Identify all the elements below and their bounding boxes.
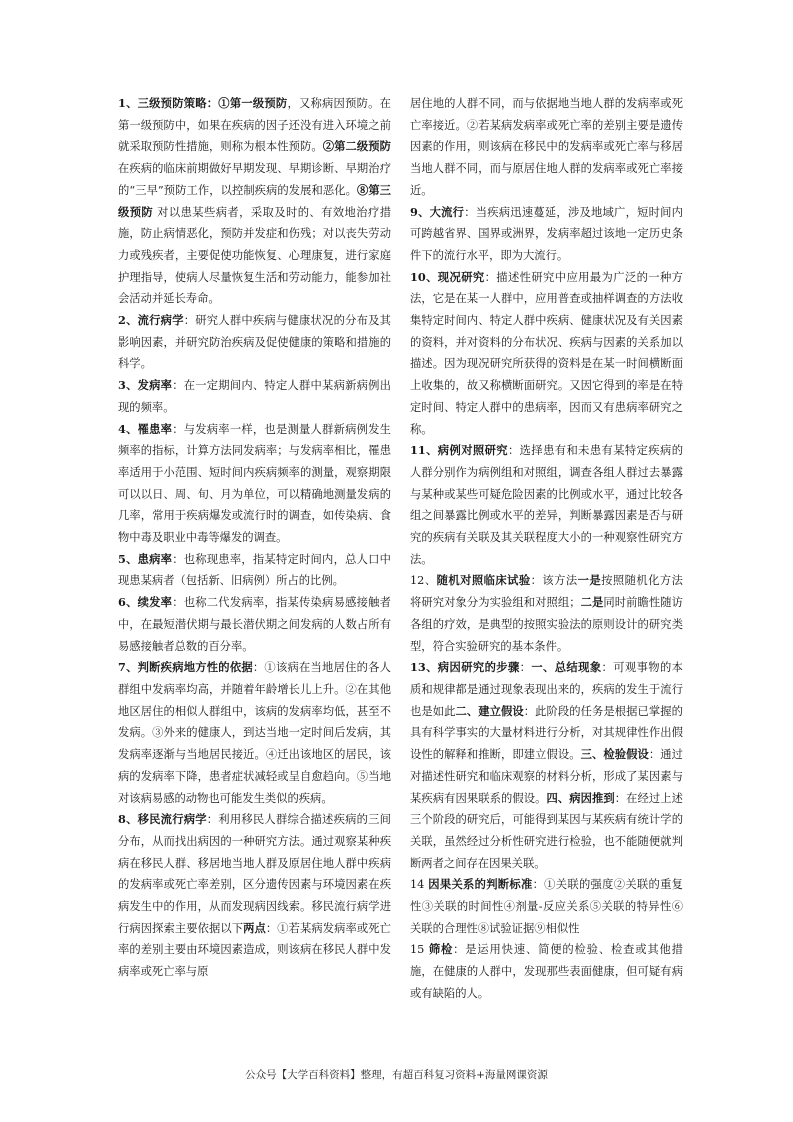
paragraph-p7 [118,657,391,809]
term-label: 13、病因研究的步骤 [410,660,520,675]
paragraph-p1 [118,93,391,310]
paragraph-p8c [410,93,683,202]
left-column [118,93,391,983]
body-text: ：也称现患率，指某特定时间内，总人口中现患某病者（包括新、旧病例）所占的比例。 [118,552,391,588]
body-text: ：也称二代发病率，指某传染病易感接触者中，在最短潜伏期与最长潜伏期之间发病的人数占所有易感接触者总数的百分率。 [118,596,391,653]
body-text: 12、 [410,574,437,588]
body-text: 同时前瞻性随访各组的疗效，是典型的按照实验法的原则设计的研究类型，符合实验研究的基本条件。 [410,596,683,653]
body-text: ：可观事物的本质和规律都是通过现象表现出来的，疾病的发生于流行也是如此 [410,661,683,718]
term-label: 2、流行病学 [118,313,184,328]
body-text: ：描述性研究中应用最为广泛的一种方法，它是在某一人群中，应用普查或抽样调查的方法收集特定时间内、特定人群中疾病、健康状况及有关因素的资料，并对资料的分布状况、疾病与因素的关系加以描述。因为现况研究所获得的资料是在某一时间横断面上收集的，故又称横断面研究。又因它得到的率是在特定时间、特定人群中的患病率，因而又有患病率研究之称。 [410,270,683,436]
term-label: 10、现况研究 [410,269,485,284]
body-text: 在疾病的临床前期做好早期发现、早期诊断、早期治疗的“三早”预防工作，以控制疾病的发展和恶化。 [118,162,391,197]
term-label: 3、发病率 [118,378,173,393]
paragraph-p14 [410,874,683,939]
body-text: ：在一定期间内、特定人群中某病新病例出现的频率。 [118,379,391,414]
body-text: ：①若某病发病率或死亡率的差别主要由环境因素造成，则该病在移民人群中发病率或死亡率与原 [118,921,391,979]
term-label: 11、病例对照研究 [410,443,508,458]
body-text: 居住地的人群不同，而与依据地当地人群的发病率或死亡率接近。②若某病发病率或死亡率的差别主要是遗传因素的作用，则该病在移民中的发病率或死亡率与移居当地人群不同，而与原居住地人群的发病率或死亡率接近。 [410,97,683,197]
body-text: ：①关联的强度②关联的重复性③关联的时间性④剂量-反应关系⑤关联的特异性⑥关联的合理性⑧试验证据⑨相似性 [410,878,683,935]
body-text: 对以患某些病者，采取及时的、有效地治疗措施，防止病情恶化，预防并发症和伤残；对以丧失劳动力或残疾者，主要促使功能恢复、心理康复，进行家庭护理指导，使病人尽量恢复生活和劳动能力，能参加社会活动并延长寿命。 [118,205,391,306]
term-label: 8、移民流行病学 [118,812,207,827]
right-column [410,93,683,1005]
paragraph-p15 [410,939,683,1004]
body-text: ：在经过上述三个阶段的研究后，可能得到某因与某疾病有统计学的关联，虽然经过分析性研究进行检验，也不能随便就判断两者之间存在因果关联。 [410,791,683,870]
paragraph-p4 [118,419,391,549]
term-label: 三、检验假设 [580,747,649,762]
term-label: ①第一级预防 [218,96,288,110]
paragraph-p5 [118,549,391,592]
term-label: 4、罹患率 [118,421,173,436]
term-label: 一、总结现象 [531,660,602,675]
paragraph-p6 [118,592,391,657]
body-text: ：研究人群中疾病与健康状况的分布及其影响因素，并研究防治疾病及促使健康的策略和措施的科学。 [118,314,391,371]
page-footer: 公众号【大学百科资料】整理，有超百科复习资料+海量网课资源 [245,1069,548,1081]
term-label: 5、患病率 [118,551,173,566]
term-label: 9、大流行 [410,204,465,219]
body-text: 14 [410,878,429,892]
body-text: 15 [410,943,429,957]
body-text: ：与发病率一样，也是测量人群新病例发生频率的指标，计算方法同发病率；与发病率相比，罹患率适用于小范围、短时间内疾病频率的测量，观察期限可以以日、周、旬、月为单位，可以精确地测量发病的几率，常用于疾病爆发或流行时的调查，如传染病、食物中毒及职业中毒等爆发的调查。 [118,422,391,545]
paragraph-p8 [118,809,391,983]
paragraph-p12 [410,570,683,657]
term-label: 随机对照临床试验 [436,573,531,588]
body-text: ：利用移民人群综合描述疾病的三间分布，从而找出病因的一种研究方法。通过观察某种疾病在移民人群、移居地当地人群及原居住地人群中疾病的发病率或死亡率差别，区分遗传因素与环境因素在疾病发生中的作用，从而发现病因线索。移民流行病学进行病因探索主要依据以下 [118,813,391,935]
body-text: ：①该病在当地居住的各人群组中发病率均高，并随着年龄增长儿上升。②在其他地区居住的相似人群组中，该病的发病率均低，甚至不发病。③外来的健康人，到达当地一定时间后发病，其发病率逐渐与当地居民接近。④迁出该地区的居民，该病的发病率下降，患者症状减轻或呈自愈趋向。⑤当地对该病易感的动物也可能发生类似的疾病。 [118,661,391,805]
body-text: 按照随机化方法将研究对象分为实验组和对照组； [410,574,683,610]
body-text: ：是运用快速、简便的检验、检查或其他措施，在健康的人群中，发现那些表面健康，但可疑有病或有缺陷的人。 [410,943,683,1000]
term-label: 二是 [580,595,604,610]
paragraph-p3 [118,375,391,418]
body-text: ：通过对描述性研究和临床观察的材料分析，形成了某因素与某疾病有因果联系的假设。 [410,748,683,805]
paragraph-p11 [410,440,683,570]
term-label: 6、续发率 [118,595,173,610]
body-text: ：当疾病迅速蔓延，涉及地域广，短时间内可跨越省界、国界或洲界，发病率超过该地一定历史条件下的流行水平，即为大流行。 [410,205,683,262]
term-label: ②第二级预防 [322,139,391,154]
term-label: 四、病因推到 [546,790,615,805]
body-text: ：该方法 [530,574,578,588]
paragraph-p13 [410,657,683,874]
paragraph-p10 [410,267,683,441]
term-label: 两点 [243,920,266,935]
term-label: 筛检 [428,942,454,957]
body-text: ，又称病因预防。在第一级预防中，如果在疾病的因子还没有进入环境之前就采取预防性措施，则称为根本性预防。 [118,97,391,154]
term-label: 7、判断疾病地方性的依据 [118,660,253,675]
term-label: 因果关系的判断标准 [428,877,533,892]
term-label: 一是 [577,573,602,588]
body-text: ：选择患有和未患有某特定疾病的人群分别作为病例组和对照组，调查各组人群过去暴露与某种或某些可疑危险因素的比例或水平，通过比较各组之间暴露比例或水平的差异，判断暴露因素是否与研究的疾病有关联及其关联程度大小的一种观察性研究方法。 [410,444,683,566]
term-label: ⑧第三级预防 [118,182,391,219]
body-text: ：此阶段的任务是根据已掌握的具有科学事实的大量材料进行分析，对其规律性作出假设性的解释和推断，即建立假设。 [410,704,683,762]
term-label: 二、建立假设 [455,703,524,718]
body-text: ： [519,661,532,675]
paragraph-p2 [118,310,391,375]
term-label: 1、三级预防策略： [118,96,219,110]
paragraph-p9 [410,202,683,267]
